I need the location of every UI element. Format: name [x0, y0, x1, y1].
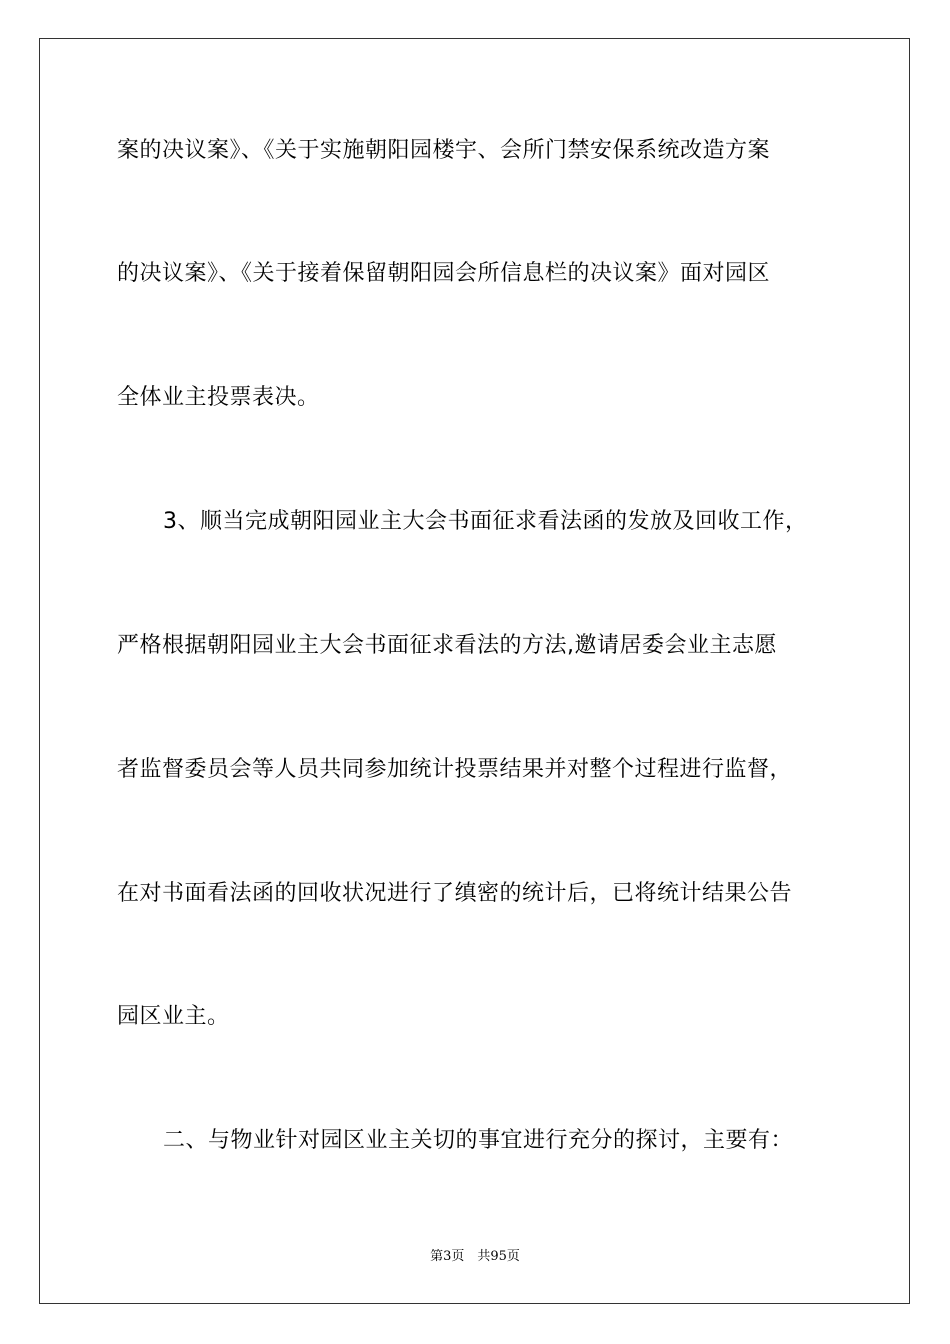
text-line-7: 在对书面看法函的回收状况进行了缜密的统计后，已将统计结果公告 — [117, 881, 793, 906]
page-border — [39, 38, 910, 1304]
page-number-footer: 第3页 共95页 — [430, 1249, 520, 1264]
text-line-3: 全体业主投票表决。 — [117, 385, 320, 410]
text-line-1: 案的决议案》、《关于实施朝阳园楼宇、会所门禁安保系统改造方案 — [117, 138, 771, 163]
text-line-2: 的决议案》、《关于接着保留朝阳园会所信息栏的决议案》面对园区 — [117, 261, 771, 286]
text-line-5: 严格根据朝阳园业主大会书面征求看法的方法,邀请居委会业主志愿 — [117, 633, 777, 658]
text-line-8: 园区业主。 — [117, 1004, 230, 1029]
text-line-6: 者监督委员会等人员共同参加统计投票结果并对整个过程进行监督， — [117, 757, 793, 782]
text-line-9: 二、与物业针对园区业主关切的事宜进行充分的探讨，主要有： — [163, 1128, 794, 1153]
text-line-4: 3、顺当完成朝阳园业主大会书面征求看法函的发放及回收工作， — [163, 509, 808, 534]
